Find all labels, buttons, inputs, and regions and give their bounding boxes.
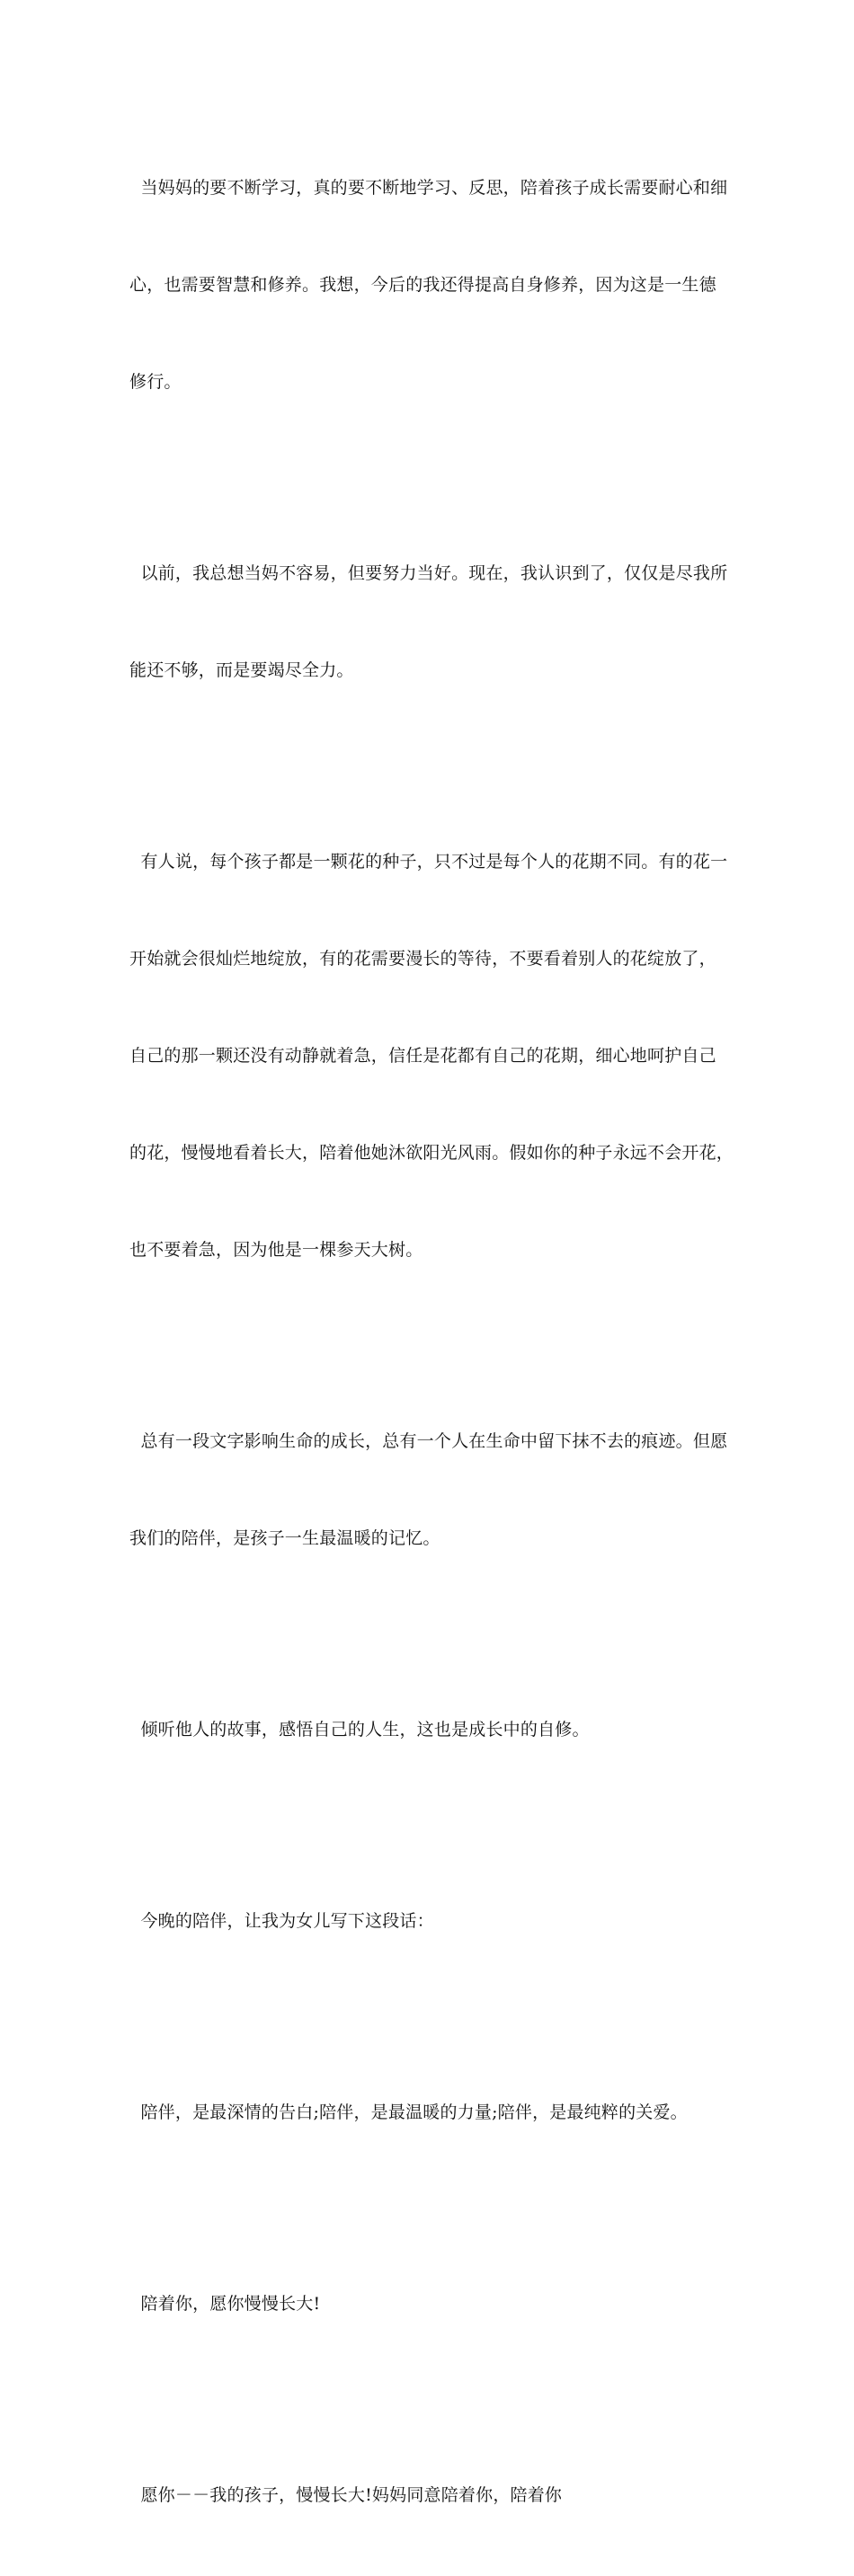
paragraph-9 [129,2414,728,2576]
text-line: 开始就会很灿烂地绽放，有的花需要漫长的等待，不要看着别人的花绽放了， [129,949,716,969]
paragraph-7 [129,2032,728,2193]
text-line: 自己的那一颗还没有动静就着急，信任是花都有自己的花期，细心地呵护自己 [129,1046,716,1066]
text-line: 的花，慢慢地看着长大，陪着他她沐欲阳光风雨。假如你的种子永远不会开花， [129,1143,734,1163]
text-line: 我们的陪伴，是孩子一生最温暖的记忆。 [129,1528,440,1548]
text-line: 修行。 [129,372,182,392]
paragraph-6 [129,1840,728,2002]
paragraph-8 [129,2223,728,2385]
text-line: 陪伴，是最深情的告白;陪伴，是最温暖的力量;陪伴，是最纯粹的关爱。 [129,2102,688,2122]
paragraph-1 [129,107,728,463]
text-line: 今晚的陪伴，让我为女儿写下这段话： [129,1911,434,1931]
paragraph-2 [129,492,728,751]
text-line: 愿你－－我的孩子，慢慢长大!妈妈同意陪着你，陪着你 [129,2485,563,2505]
paragraph-5 [129,1649,728,1810]
text-line: 陪着你，愿你慢慢长大! [129,2294,321,2314]
document-body [129,107,734,2576]
text-line: 有人说，每个孩子都是一颗花的种子，只不过是每个人的花期不同。有的花一 [129,852,728,872]
text-line: 倾听他人的故事，感悟自己的人生，这也是成长中的自修。 [129,1720,590,1739]
text-line: 也不要着急，因为他是一棵参天大树。 [129,1240,423,1260]
paragraph-4 [129,1360,728,1619]
text-line: 能还不够，而是要竭尽全力。 [129,660,354,680]
paragraph-3 [129,781,734,1331]
text-line: 以前，我总想当妈不容易，但要努力当好。现在，我认识到了，仅仅是尽我所 [129,563,728,583]
text-line: 当妈妈的要不断学习，真的要不断地学习、反思，陪着孩子成长需要耐心和细 [129,178,728,198]
text-line: 心，也需要智慧和修养。我想，今后的我还得提高自身修养，因为这是一生德 [129,275,716,295]
text-line: 总有一段文字影响生命的成长，总有一个人在生命中留下抹不去的痕迹。但愿 [129,1431,728,1451]
